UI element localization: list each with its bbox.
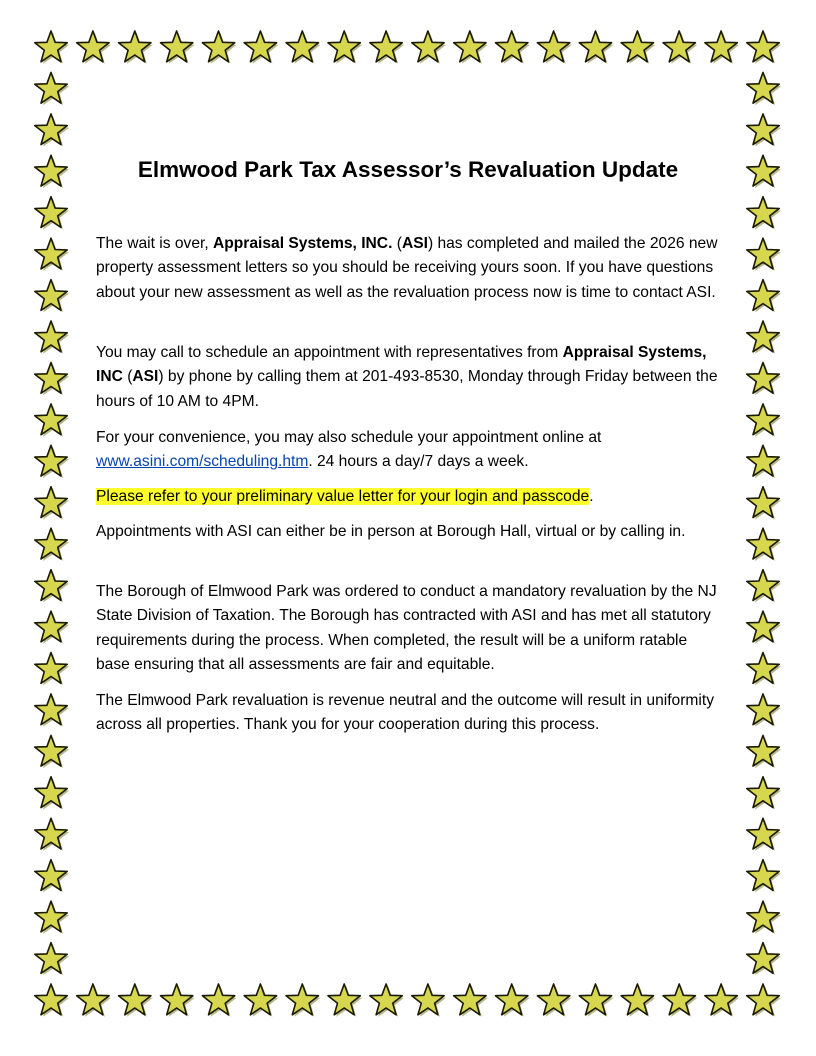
paragraph-completion-notice [96, 232, 724, 305]
paragraph-revenue-neutral: The Elmwood Park revaluation is revenue neutral and the outcome will result in uniformity across all properties. Thank you for your cooperation during this process. [96, 692, 714, 734]
star-icon [705, 31, 739, 64]
star-icon [747, 114, 781, 147]
star-icon [35, 155, 69, 188]
star-icon [370, 31, 404, 64]
star-icon [621, 984, 655, 1017]
star-icon [35, 901, 69, 934]
star-icon [35, 570, 69, 603]
star-icon [537, 984, 571, 1017]
star-icon [286, 984, 320, 1017]
star-icon [35, 72, 69, 105]
company-abbrev: ASI [132, 368, 159, 386]
text: You may call to schedule an appointment with representatives from [96, 344, 563, 361]
star-icon [35, 114, 69, 147]
star-icon [747, 31, 781, 64]
star-icon [328, 984, 362, 1017]
star-icon [412, 984, 446, 1017]
star-icon [747, 694, 781, 727]
text: ) has completed and mailed the 2026 new property assessment letters so you should be receiving yours soon. If you have questions about your new assessment as well as the revaluation process now is time to contact ASI. [96, 235, 718, 301]
star-icon [747, 860, 781, 893]
star-icon [747, 487, 781, 520]
star-icon [35, 984, 69, 1017]
star-icon [35, 445, 69, 478]
highlighted-login-note: Please refer to your preliminary value letter for your login and passcode [96, 488, 590, 505]
scheduling-link[interactable]: www.asini.com/scheduling.htm [96, 453, 309, 471]
star-icon [747, 238, 781, 271]
star-icon [747, 943, 781, 976]
star-icon [35, 860, 69, 893]
star-icon [747, 72, 781, 105]
star-icon [77, 31, 111, 64]
star-icon [35, 404, 69, 437]
star-icon [35, 818, 69, 851]
star-icon [161, 984, 195, 1017]
star-icon [161, 31, 195, 64]
company-name: Appraisal Systems, INC [96, 344, 707, 386]
star-icon [747, 321, 781, 354]
star-icon [119, 984, 153, 1017]
star-icon [35, 321, 69, 354]
star-icon [77, 984, 111, 1017]
star-icon [35, 197, 69, 230]
text: ( [392, 235, 402, 252]
star-icon [747, 404, 781, 437]
star-icon [747, 155, 781, 188]
star-icon [35, 487, 69, 520]
star-icon [621, 31, 655, 64]
star-icon [202, 31, 236, 64]
paragraph-appointment-options: Appointments with ASI can either be in person at Borough Hall, virtual or by calling in. [96, 523, 686, 540]
text: The wait is over, [96, 235, 213, 252]
text: ( [122, 368, 133, 386]
star-icon [747, 528, 781, 561]
star-icon [35, 611, 69, 644]
star-icon [747, 445, 781, 478]
star-icon [35, 735, 69, 768]
star-icon [35, 528, 69, 561]
star-icon [747, 363, 781, 396]
star-icon [496, 984, 530, 1017]
star-icon [35, 653, 69, 686]
company-name: Appraisal Systems, INC. [213, 235, 393, 252]
star-icon [328, 31, 362, 64]
text: ) by phone by calling them at 201-493-8530, Monday through Friday between the hours of 10 AM to 4PM. [96, 368, 718, 410]
star-icon [663, 984, 697, 1017]
star-icon [35, 238, 69, 271]
star-icon [747, 777, 781, 810]
star-icon [747, 818, 781, 851]
star-icon [747, 570, 781, 603]
star-icon [202, 984, 236, 1017]
star-icon [244, 31, 278, 64]
star-icon [579, 31, 613, 64]
text: . [589, 488, 594, 505]
star-icon [119, 31, 153, 64]
star-icon [35, 694, 69, 727]
star-icon [537, 31, 571, 64]
text: . 24 hours a day/7 days a week. [308, 453, 529, 471]
star-icon [35, 943, 69, 976]
star-icon [747, 901, 781, 934]
star-icon [663, 31, 697, 64]
text: For your convenience, you may also schedule your appointment online at [96, 429, 602, 446]
star-icon [747, 735, 781, 768]
star-icon [579, 984, 613, 1017]
paragraph-login-note [96, 485, 724, 509]
paragraph-phone-appointment [96, 341, 724, 414]
star-icon [705, 984, 739, 1017]
star-icon [747, 984, 781, 1017]
star-icon [747, 611, 781, 644]
star-icon [454, 31, 488, 64]
star-icon [747, 653, 781, 686]
star-icon [35, 280, 69, 313]
star-icon [496, 31, 530, 64]
star-icon [370, 984, 404, 1017]
page-title: Elmwood Park Tax Assessor’s Revaluation Update [137, 157, 679, 182]
star-icon [35, 363, 69, 396]
star-icon [244, 984, 278, 1017]
paragraph-online-scheduling [96, 426, 724, 475]
star-icon [35, 777, 69, 810]
star-icon [454, 984, 488, 1017]
paragraph-mandatory-revaluation: The Borough of Elmwood Park was ordered to conduct a mandatory revaluation by the NJ State Division of Taxation. The Borough has contracted with ASI and has met all statutory requirements during the process. When completed, the result will be a uniform ratable base ensuring that all assessments are fair and equitable. [96, 583, 717, 674]
star-icon [35, 31, 69, 64]
company-abbrev: ASI [401, 235, 428, 252]
star-icon [286, 31, 320, 64]
star-icon [747, 197, 781, 230]
star-icon [412, 31, 446, 64]
star-icon [747, 280, 781, 313]
